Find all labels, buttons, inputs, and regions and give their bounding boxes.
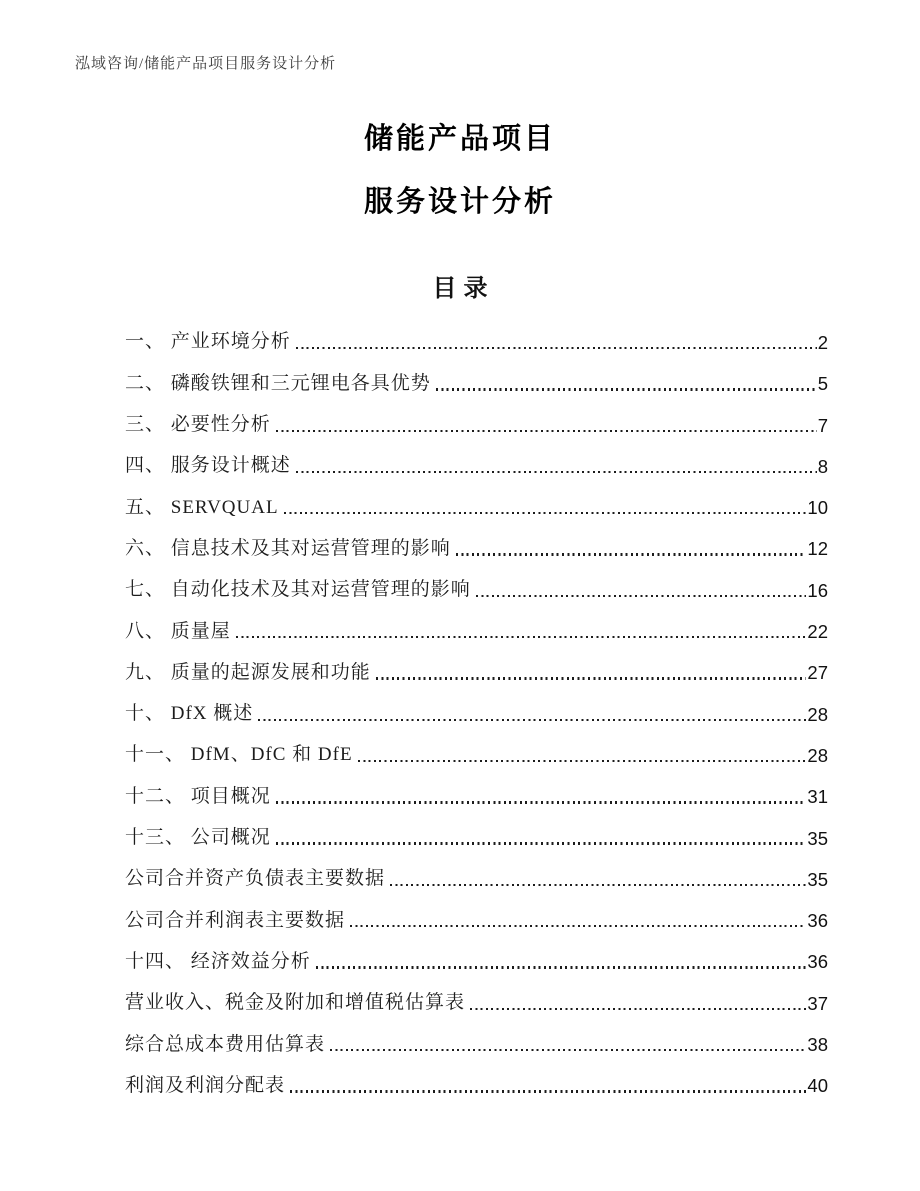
toc-page-number: 22 — [807, 621, 828, 643]
toc-leader-dots — [376, 677, 807, 679]
toc-page-number: 38 — [807, 1034, 828, 1055]
toc-leader-dots — [436, 388, 817, 390]
toc-leader-dots — [358, 760, 807, 762]
toc-page-number: 37 — [807, 992, 828, 1014]
toc-page-number: 5 — [817, 373, 828, 395]
toc-entry-label: 四、 服务设计概述 — [125, 455, 291, 477]
toc-entry-label: 综合总成本费用估算表 — [125, 1033, 326, 1055]
toc-entry-label: 六、 信息技术及其对运营管理的影响 — [125, 537, 451, 559]
toc-entry[interactable] — [125, 642, 828, 683]
document-title-line2: 服务设计分析 — [363, 186, 556, 218]
toc-page-number: 31 — [807, 786, 828, 808]
toc-leader-dots — [276, 842, 807, 844]
toc-page-number: 12 — [807, 538, 828, 560]
toc-entry-label: 二、 磷酸铁锂和三元锂电各具优势 — [125, 372, 431, 394]
toc-entry-label: 八、 质量屋 — [125, 620, 231, 642]
toc-page-number: 40 — [807, 1075, 828, 1097]
toc-entry-label: 十、 DfX 概述 — [125, 703, 254, 725]
toc-entry[interactable] — [125, 560, 828, 601]
toc-entry-label: 五、 SERVQUAL — [125, 496, 279, 518]
toc-entry[interactable] — [125, 890, 828, 931]
toc-entry[interactable] — [125, 477, 828, 518]
toc-page-number: 36 — [807, 910, 828, 932]
toc-leader-dots — [350, 925, 806, 927]
toc-entry[interactable] — [125, 1014, 828, 1055]
toc-entry[interactable] — [125, 436, 828, 477]
toc-entry[interactable] — [125, 766, 828, 807]
toc-heading: 目录 — [432, 276, 495, 302]
toc-list — [125, 312, 828, 1097]
document-title-line1: 储能产品项目 — [363, 123, 556, 155]
toc-page-number: 8 — [817, 455, 828, 477]
toc-entry-label: 十三、 公司概况 — [125, 827, 271, 849]
toc-leader-dots — [284, 512, 807, 514]
toc-entry-label: 公司合并资产负债表主要数据 — [125, 868, 386, 890]
toc-leader-dots — [476, 595, 807, 597]
toc-entry[interactable] — [125, 312, 828, 353]
toc-page-number: 36 — [807, 951, 828, 973]
toc-leader-dots — [390, 884, 806, 886]
toc-page-number: 10 — [807, 497, 828, 519]
toc-page-number: 16 — [807, 579, 828, 601]
toc-page-number: 27 — [807, 662, 828, 684]
toc-entry[interactable] — [125, 849, 828, 890]
toc-entry-label: 一、 产业环境分析 — [125, 331, 291, 353]
toc-page-number: 35 — [807, 868, 828, 890]
toc-entry-label: 十四、 经济效益分析 — [125, 950, 311, 972]
toc-entry[interactable] — [125, 725, 828, 766]
toc-entry-label: 十二、 项目概况 — [125, 785, 271, 807]
toc-entry-label: 营业收入、税金及附加和增值税估算表 — [125, 992, 466, 1014]
toc-entry[interactable] — [125, 684, 828, 725]
toc-entry-label: 十一、 DfM、DfC 和 DfE — [125, 744, 353, 766]
toc-leader-dots — [290, 1090, 806, 1092]
toc-leader-dots — [276, 430, 817, 432]
toc-page-number: 7 — [817, 414, 828, 436]
toc-entry[interactable] — [125, 353, 828, 394]
toc-entry-label: 公司合并利润表主要数据 — [125, 909, 346, 931]
toc-entry-label: 三、 必要性分析 — [125, 414, 271, 436]
toc-entry[interactable] — [125, 518, 828, 559]
toc-entry[interactable] — [125, 973, 828, 1014]
toc-leader-dots — [470, 1008, 806, 1010]
document-header: 泓域咨询/储能产品项目服务设计分析 — [75, 56, 337, 72]
toc-leader-dots — [296, 347, 817, 349]
toc-entry[interactable] — [125, 808, 828, 849]
toc-entry[interactable] — [125, 601, 828, 642]
toc-entry-label: 九、 质量的起源发展和功能 — [125, 661, 371, 683]
toc-leader-dots — [258, 719, 806, 721]
toc-leader-dots — [316, 966, 807, 968]
toc-entry[interactable] — [125, 931, 828, 972]
toc-entry[interactable] — [125, 395, 828, 436]
toc-leader-dots — [236, 636, 807, 638]
toc-leader-dots — [330, 1049, 806, 1051]
toc-entry-label: 七、 自动化技术及其对运营管理的影响 — [125, 579, 471, 601]
toc-leader-dots — [276, 801, 807, 803]
toc-page-number: 35 — [807, 827, 828, 849]
toc-entry-label: 利润及利润分配表 — [125, 1074, 286, 1096]
toc-page-number: 2 — [817, 331, 828, 353]
toc-leader-dots — [456, 553, 807, 555]
toc-entry[interactable] — [125, 1055, 828, 1096]
toc-leader-dots — [296, 471, 817, 473]
toc-page-number: 28 — [807, 703, 828, 725]
toc-page-number: 28 — [807, 744, 828, 766]
